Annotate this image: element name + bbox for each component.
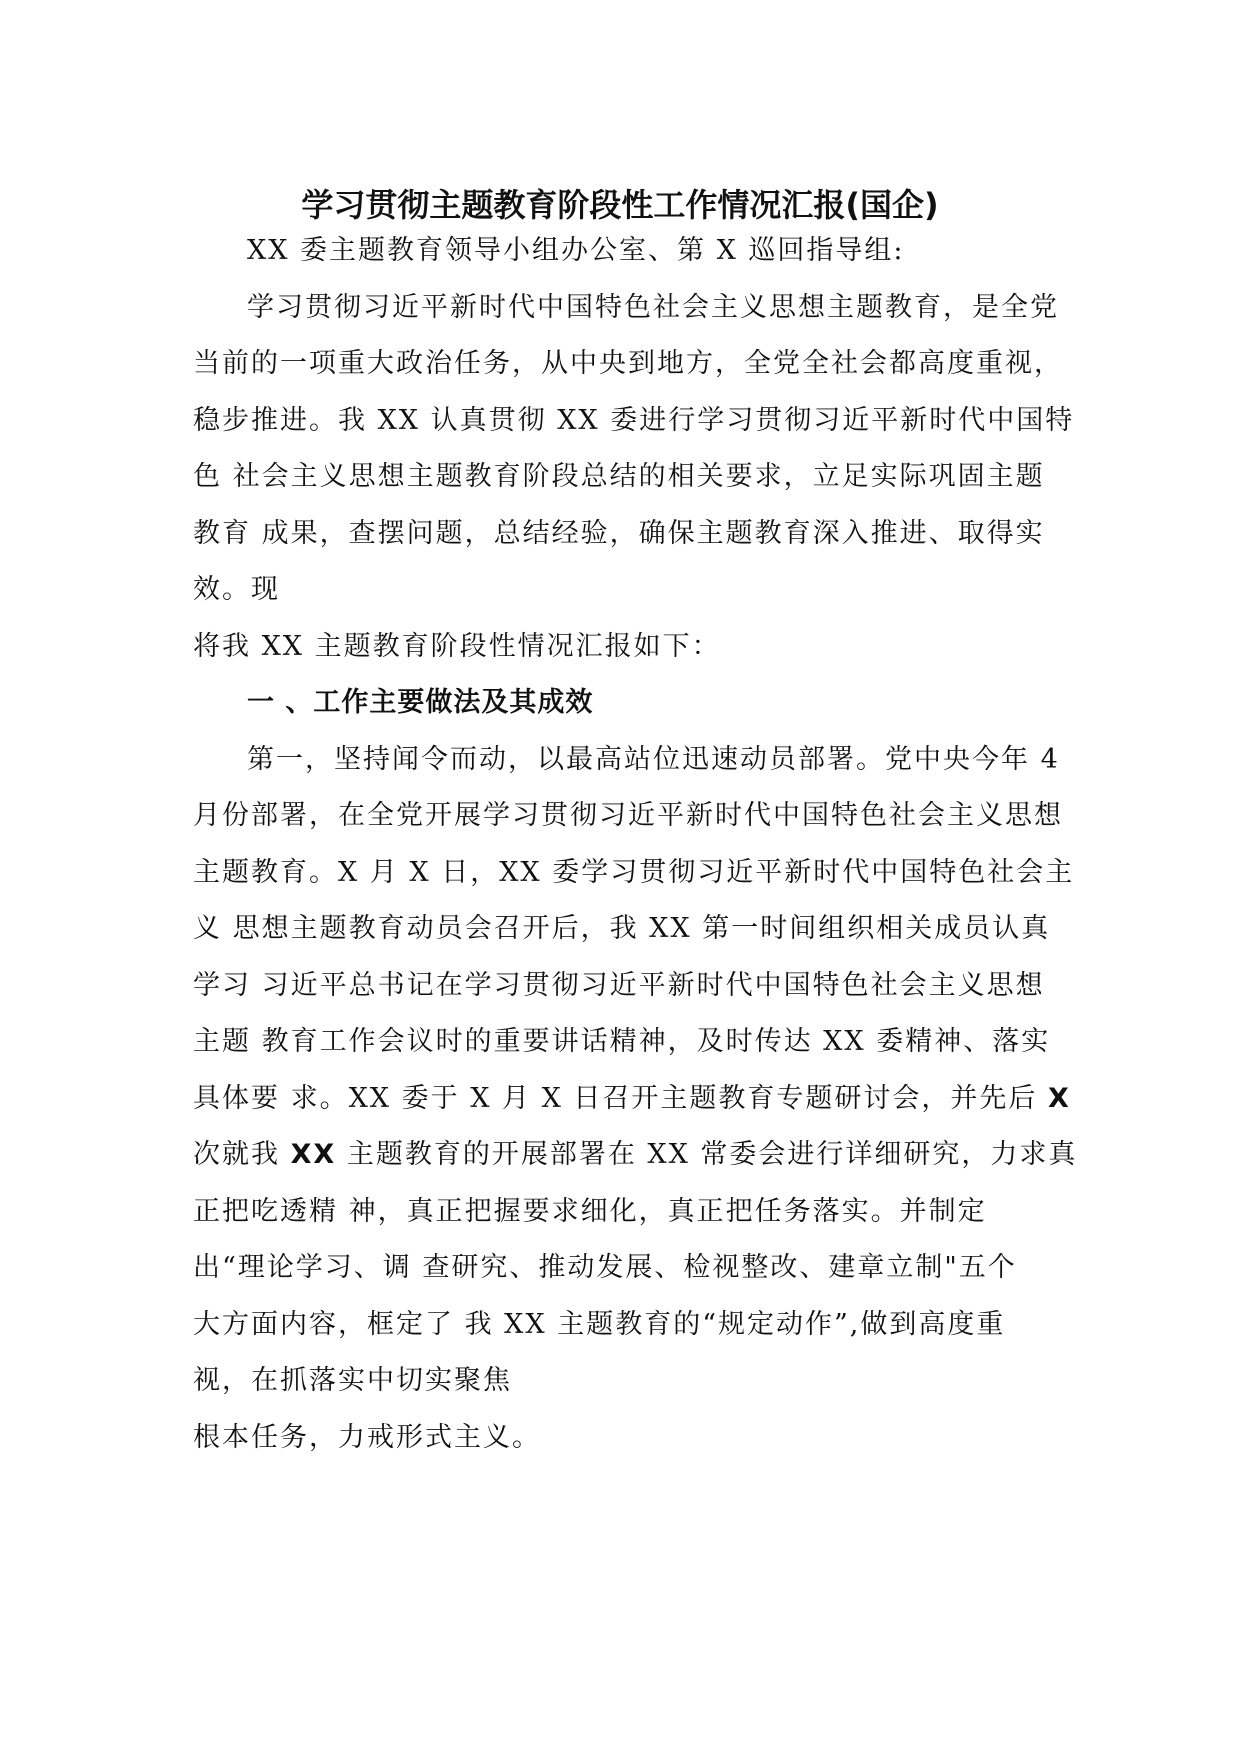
section-line-bold-text: X (1047, 1082, 1071, 1114)
intro-line: 学习贯彻习近平新时代中国特色社会主义思想主题教育，是全党 (247, 291, 1059, 323)
section-line: 义 思想主题教育动员会召开后，我 XX 第一时间组织相关成员认真 (193, 913, 1051, 944)
salutation: XX 委主题教育领导小组办公室、第 X 巡回指导组: (247, 235, 905, 266)
section-line: 月份部署，在全党开展学习贯彻习近平新时代中国特色社会主义思想 (193, 800, 1063, 831)
section-line: 正把吃透精 神，真正把握要求细化，真正把任务落实。并制定 (193, 1195, 987, 1227)
section-line: 大方面内容，框定了 我 XX 主题教育的“规定动作”,做到高度重 (193, 1308, 1006, 1340)
section-line: 主题 教育工作会议时的重要讲话精神，及时传达 XX 委精神、落实 (193, 1026, 1051, 1057)
section-heading: 一 、工作主要做法及其成效 (247, 687, 594, 718)
document-body (193, 223, 1078, 1466)
section-line-text: 次就我 (193, 1139, 291, 1170)
intro-line: 效。现 (193, 574, 280, 605)
section-line-text: 具体要 求。XX 委于 X 月 X 日召开主题教育专题研讨会，并先后 (193, 1082, 1048, 1114)
section-line (193, 1127, 1078, 1184)
section-line-text: 主题教育的开展部署在 XX 常委会进行详细研究，力求真 (336, 1139, 1078, 1170)
document-title: 学习贯彻主题教育阶段性工作情况汇报(国企) (301, 186, 939, 224)
section-line-bold-text: XX (290, 1139, 337, 1170)
intro-line: 稳步推进。我 XX 认真贯彻 XX 委进行学习贯彻习近平新时代中国特 (193, 404, 1075, 436)
intro-line: 色 社会主义思想主题教育阶段总结的相关要求，立足实际巩固主题 (193, 461, 1045, 492)
section-line: 学习 习近平总书记在学习贯彻习近平新时代中国特色社会主义思想 (193, 969, 1045, 1001)
intro-line: 当前的一项重大政治任务，从中央到地方，全党全社会都高度重视， (193, 348, 1063, 379)
intro-line: 将我 XX 主题教育阶段性情况汇报如下： (193, 630, 721, 662)
section-line: 出“理论学习、调 查研究、推动发展、检视整改、建章立制"五个 (193, 1252, 1017, 1283)
section-line: 根本任务，力戒形式主义。 (193, 1421, 541, 1453)
section-line: 第一，坚持闻令而动，以最高站位迅速动员部署。党中央今年 4 (247, 743, 1060, 775)
section-line: 视，在抓落实中切实聚焦 (193, 1365, 512, 1396)
intro-line: 教育 成果，查摆问题，总结经验，确保主题教育深入推进、取得实 (193, 517, 1045, 549)
section-line (193, 1071, 1071, 1128)
section-line: 主题教育。X 月 X 日，XX 委学习贯彻习近平新时代中国特色社会主 (193, 856, 1075, 888)
